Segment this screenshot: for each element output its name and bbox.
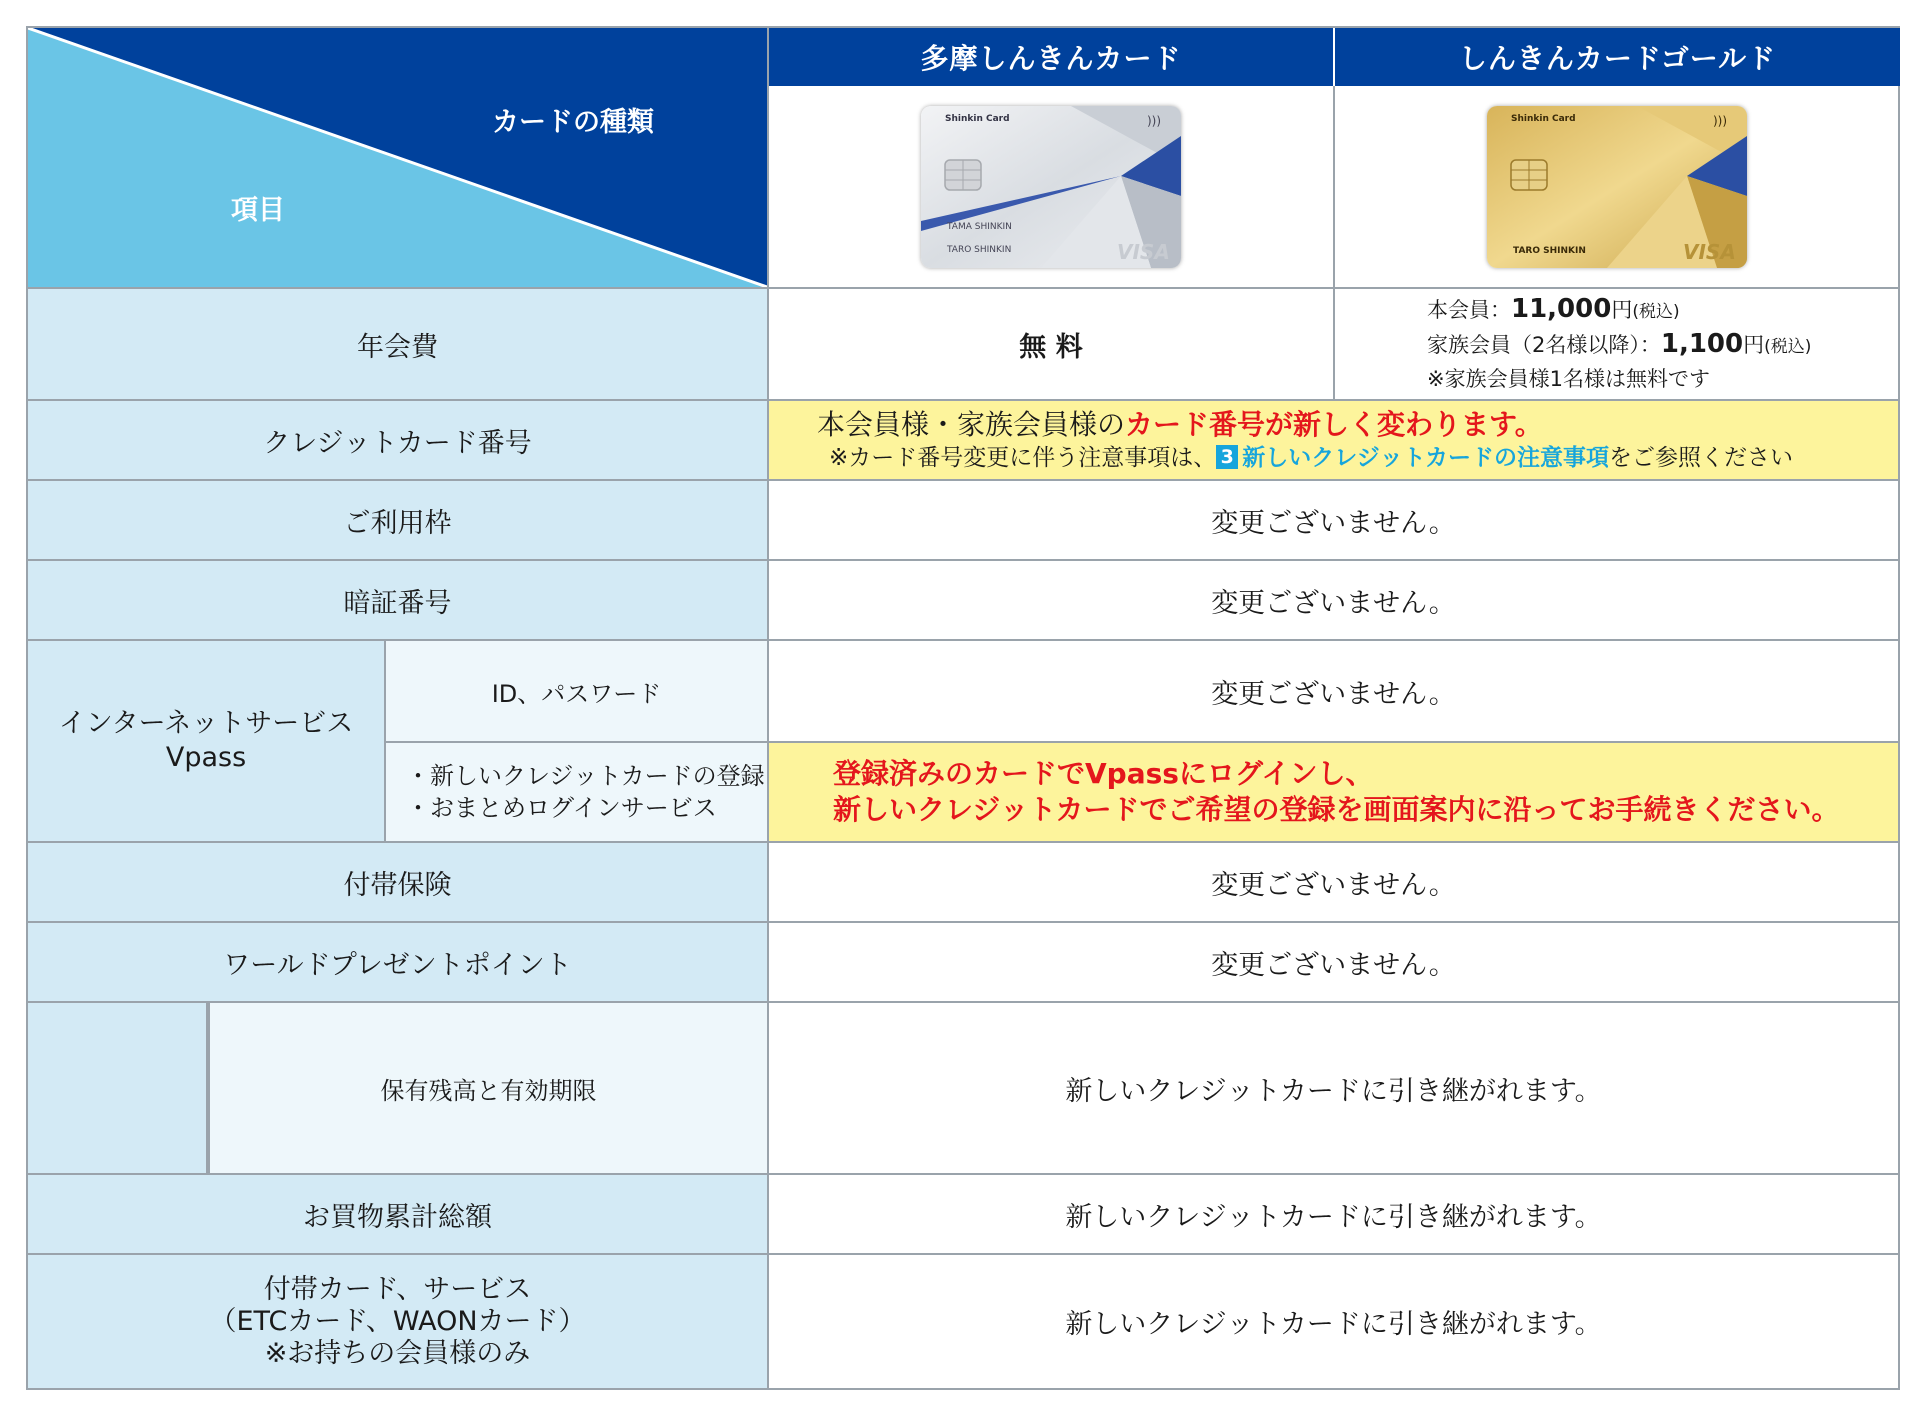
card-number-notice-suffix: をご参照ください	[1609, 445, 1794, 471]
label-insurance	[28, 843, 769, 923]
value-card-number	[769, 401, 1900, 481]
gold-card-brand: Shinkin Card	[1511, 114, 1576, 124]
gold-fee-family-prefix: 家族会員（2名様以降）：	[1427, 333, 1661, 357]
value-points	[769, 923, 1900, 1003]
card-number-notice-line2	[817, 443, 1793, 473]
label-vpass-registration	[386, 743, 769, 843]
value-points-text: 変更ございません。	[1211, 949, 1456, 981]
header-corner	[28, 28, 767, 287]
value-points-balance-text: 新しいクレジットカードに引き継がれます。	[1065, 1075, 1602, 1107]
value-annual-fee-tama-text: 無 料	[1019, 331, 1083, 363]
label-purchase-total-text: お買物累計総額	[303, 1201, 492, 1233]
value-purchase-total	[769, 1175, 1900, 1255]
value-limit	[769, 481, 1900, 561]
label-insurance-text: 付帯保険	[343, 869, 452, 901]
gold-fee-note: ※家族会員様1名様は無料です	[1427, 367, 1710, 391]
label-vpass-line1: インターネットサービス	[58, 708, 354, 739]
card-number-notice-prefix: ※カード番号変更に伴う注意事項は、	[829, 445, 1217, 471]
label-vpass-id-password-text: ID、パスワード	[491, 679, 662, 708]
vpass-registration-notice-line1: 登録済みのカードでVpassにログインし、	[833, 757, 1374, 790]
label-limit	[28, 481, 769, 561]
silver-card-line1: TAMA SHINKIN	[947, 222, 1012, 232]
gold-fee-family-unit: 円	[1743, 333, 1765, 357]
label-limit-text: ご利用枠	[343, 507, 452, 539]
value-vpass-id-password-text: 変更ございません。	[1211, 678, 1456, 710]
label-points-text: ワールドプレゼントポイント	[223, 949, 572, 981]
label-vpass	[28, 641, 386, 843]
card-number-notice-red: カード番号が新しく変わります。	[1125, 408, 1543, 441]
gold-fee-main-tax: (税込)	[1632, 302, 1680, 322]
value-annual-fee-gold	[1335, 289, 1900, 401]
vpass-registration-list	[386, 760, 765, 824]
label-annual-fee-text: 年会費	[357, 331, 438, 363]
value-pin	[769, 561, 1900, 641]
notes-section-link[interactable]: 新しいクレジットカードの注意事項	[1242, 445, 1610, 471]
tama-shinkin-card-image	[921, 106, 1181, 268]
gold-fee-main-prefix: 本会員：	[1427, 298, 1511, 322]
card-number-notice-black: 本会員様・家族会員様の	[817, 408, 1126, 441]
label-purchase-total	[28, 1175, 769, 1255]
label-pin-text: 暗証番号	[343, 587, 452, 619]
label-card-number-text: クレジットカード番号	[263, 427, 532, 459]
gold-fee-family-tax: (税込)	[1764, 337, 1812, 357]
value-purchase-total-text: 新しいクレジットカードに引き継がれます。	[1065, 1201, 1602, 1233]
label-vpass-id-password	[386, 641, 769, 743]
value-vpass-registration	[769, 743, 1900, 843]
gold-fee-main-unit: 円	[1611, 298, 1633, 322]
value-limit-text: 変更ございません。	[1211, 507, 1456, 539]
label-extra-cards-line2: （ETCカード、WAONカード）	[209, 1305, 586, 1337]
value-extra-cards-text: 新しいクレジットカードに引き継がれます。	[1065, 1309, 1602, 1340]
item-label: 項目	[231, 195, 285, 226]
label-extra-cards-line3: ※お持ちの会員様のみ	[264, 1337, 531, 1369]
vpass-registration-notice-line2: 新しいクレジットカードでご希望の登録を画面案内に沿ってお手続きください。	[833, 793, 1840, 826]
vpass-registration-item-new-card: ・新しいクレジットカードの登録	[406, 762, 765, 790]
silver-card-line2: TARO SHINKIN	[947, 245, 1012, 255]
vpass-registration-notice	[769, 756, 1839, 828]
column-header-tama	[769, 28, 1335, 86]
value-insurance-text: 変更ございません。	[1211, 869, 1456, 901]
column-header-tama-text: 多摩しんきんカード	[920, 42, 1182, 75]
card-type-label: カードの種類	[492, 107, 654, 138]
value-vpass-id-password	[769, 641, 1900, 743]
value-insurance	[769, 843, 1900, 923]
label-pin	[28, 561, 769, 641]
label-points	[28, 923, 769, 1003]
label-extra-cards	[28, 1255, 769, 1390]
gold-card-visa: VISA	[1683, 240, 1736, 264]
value-annual-fee-tama	[769, 289, 1335, 401]
silver-card-visa: VISA	[1117, 240, 1170, 264]
gold-card-line1: TARO SHINKIN	[1513, 246, 1586, 256]
corner-diagonal	[28, 28, 767, 287]
gold-fee-family-amount: 1,100	[1660, 329, 1744, 359]
card-number-notice-line1	[817, 407, 1793, 443]
label-points-balance	[208, 1003, 769, 1175]
label-card-number	[28, 401, 769, 481]
card-number-notice	[769, 407, 1793, 473]
value-pin-text: 変更ございません。	[1211, 587, 1456, 619]
gold-fee-block	[1335, 293, 1811, 395]
gold-card-image	[1487, 106, 1747, 268]
vpass-registration-item-login-service: ・おまとめログインサービス	[406, 794, 717, 822]
label-points-balance-text: 保有残高と有効期限	[380, 1076, 597, 1105]
value-extra-cards	[769, 1255, 1900, 1390]
silver-card-brand: Shinkin Card	[945, 114, 1010, 124]
label-points-indent	[28, 1003, 208, 1175]
section-number-badge: 3	[1216, 445, 1238, 469]
contactless-icon: )))	[1147, 114, 1162, 128]
gold-contactless-icon: )))	[1713, 114, 1728, 128]
gold-fee-main-amount: 11,000	[1511, 294, 1612, 324]
column-header-gold	[1335, 28, 1900, 86]
label-vpass-line2: Vpass	[165, 742, 247, 773]
label-annual-fee	[28, 289, 769, 401]
gold-fee-main	[1427, 293, 1811, 328]
gold-fee-family	[1427, 328, 1811, 363]
label-extra-cards-line1: 付帯カード、サービス	[263, 1273, 532, 1305]
column-header-gold-text: しんきんカードゴールド	[1458, 42, 1777, 75]
value-points-balance	[769, 1003, 1900, 1175]
